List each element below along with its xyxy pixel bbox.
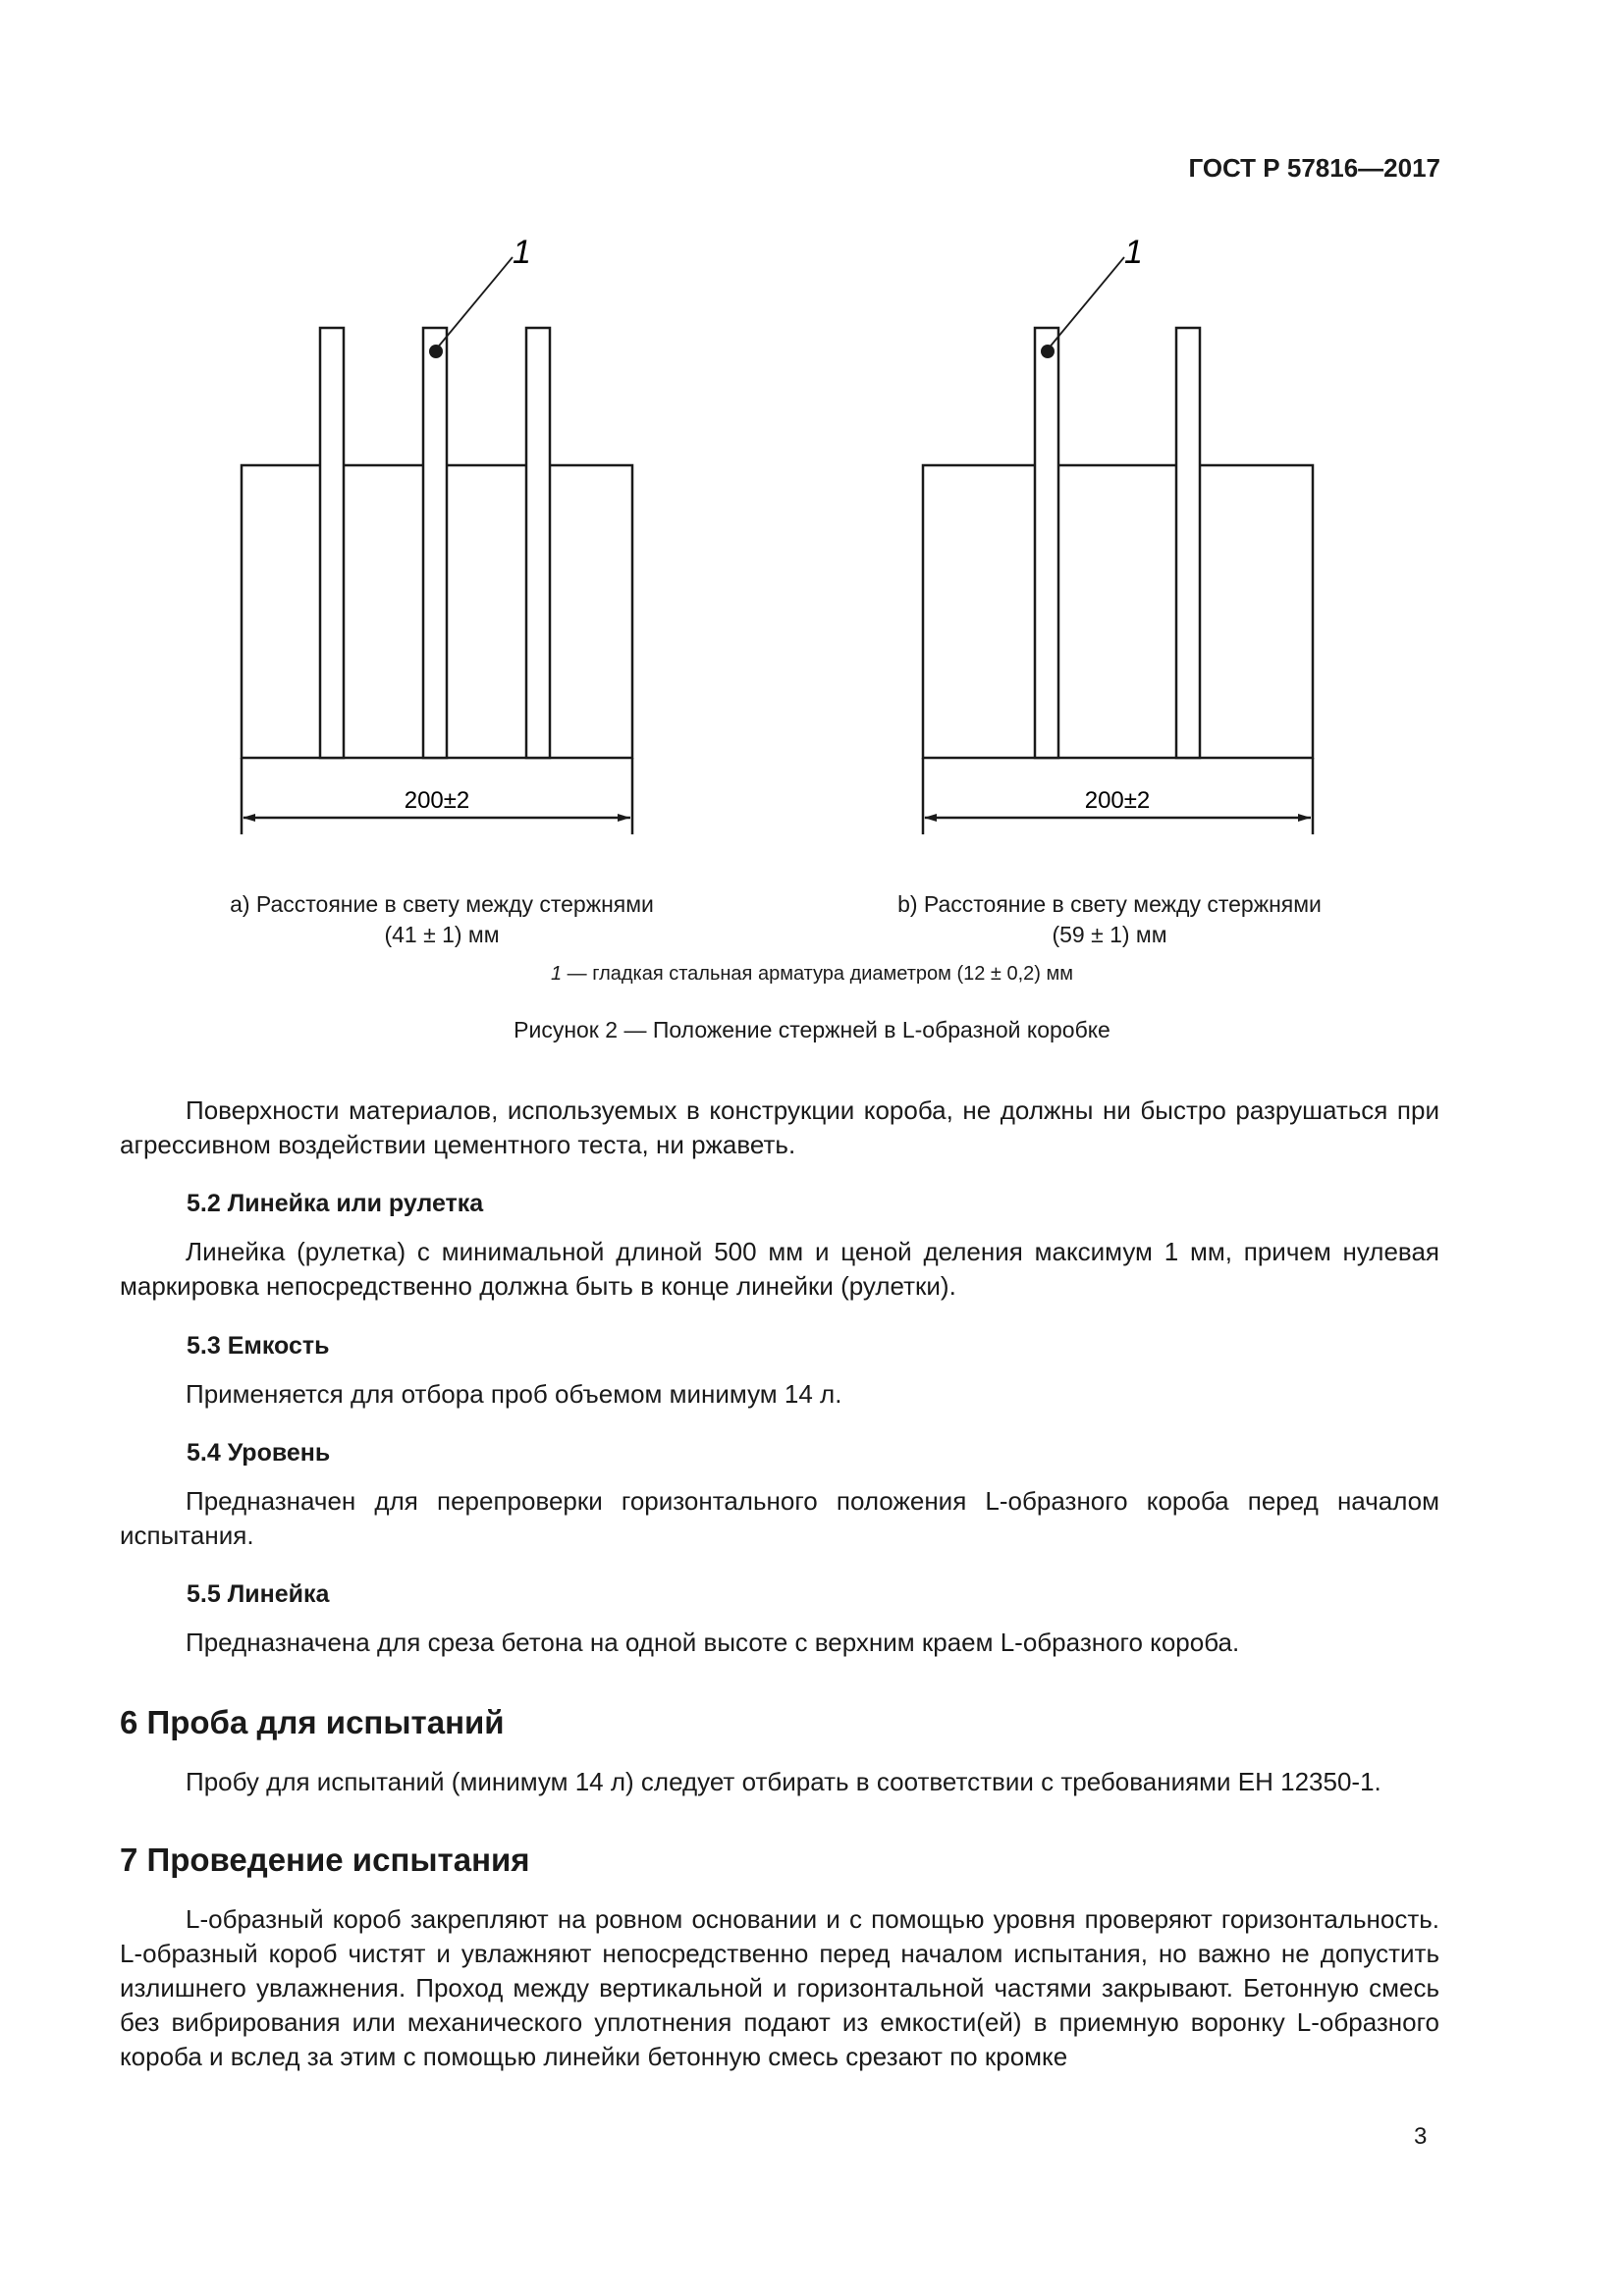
rod-b-1 xyxy=(1035,328,1058,758)
rod-b-2 xyxy=(1176,328,1200,758)
section-5-4-text: Предназначен для перепроверки горизонтального положения L-образного короба перед началом испытания. xyxy=(120,1486,1439,1550)
document-header: ГОСТ Р 57816—2017 xyxy=(1188,153,1440,183)
figure-legend xyxy=(0,963,1624,986)
leader-line-a xyxy=(436,257,513,349)
callout-dot-b xyxy=(1041,345,1055,358)
rod-a-3 xyxy=(526,328,550,758)
legend-text: — гладкая стальная арматура диаметром (12 ± 0,2) мм xyxy=(562,963,1073,985)
caption-a xyxy=(187,889,697,950)
callout-dot-a xyxy=(429,345,443,358)
figure-2-diagram xyxy=(0,0,1624,883)
section-5-5-title: 5.5 Линейка xyxy=(187,1580,330,1608)
section-6-text: Пробу для испытаний (минимум 14 л) следует отбирать в соответствии с требованиями ЕН 12350-1. xyxy=(186,1767,1381,1796)
figure-title: Рисунок 2 — Положение стержней в L-образной коробке xyxy=(514,1017,1110,1042)
caption-b-line2: (59 ± 1) мм xyxy=(1052,922,1167,947)
caption-b-line1: b) Расстояние в свету между стержнями xyxy=(897,891,1322,917)
section-5-3-text: Применяется для отбора проб объемом минимум 14 л. xyxy=(186,1379,842,1409)
section-5-2-text: Линейка (рулетка) с минимальной длиной 500 мм и ценой деления максимум 1 мм, причем нулевая маркировка непосредственно должна быть в конце линейки (рулетки). xyxy=(120,1237,1439,1301)
legend-number: 1 xyxy=(550,963,563,985)
section-7-text: L-образный короб закрепляют на ровном основании и с помощью уровня проверяют горизонтальность. L-образный короб чистят и увлажняют непосредственно перед началом испытания, но важно не допустить излишнего увлажнения. Проход между вертикальной и горизонтальной частями закрывают. Бетонную смесь без вибрирования или механического уплотнения подают из емкости(ей) в приемную воронку L-образного короба и вслед за этим с помощью линейки бетонную смесь срезают по кромке xyxy=(120,1904,1439,2071)
callout-label-b: 1 xyxy=(1124,234,1143,271)
section-6-title: 6 Проба для испытаний xyxy=(120,1704,505,1740)
rod-a-2 xyxy=(423,328,447,758)
box-b xyxy=(923,257,1313,834)
callout-label-a: 1 xyxy=(513,234,531,271)
section-5-4-title: 5.4 Уровень xyxy=(187,1439,331,1467)
dimension-label-a: 200±2 xyxy=(404,787,470,814)
page-number: 3 xyxy=(1414,2123,1428,2150)
box-b-body xyxy=(923,465,1313,758)
section-5-5-text: Предназначена для среза бетона на одной высоте с верхним краем L-образного короба. xyxy=(186,1628,1240,1657)
paragraph-surfaces: Поверхности материалов, используемых в конструкции короба, не должны ни быстро разрушаться при агрессивном воздействии цементного теста, ни ржаветь. xyxy=(120,1095,1439,1159)
caption-b xyxy=(844,889,1375,950)
section-5-2-title: 5.2 Линейка или рулетка xyxy=(187,1190,484,1217)
dimension-label-b: 200±2 xyxy=(1084,787,1151,814)
leader-line-b xyxy=(1048,257,1124,349)
section-7-title: 7 Проведение испытания xyxy=(120,1842,530,1878)
caption-a-line2: (41 ± 1) мм xyxy=(384,922,500,947)
box-a xyxy=(242,257,632,834)
caption-a-line1: а) Расстояние в свету между стержнями xyxy=(230,891,654,917)
rod-a-1 xyxy=(320,328,344,758)
section-5-3-title: 5.3 Емкость xyxy=(187,1332,330,1360)
